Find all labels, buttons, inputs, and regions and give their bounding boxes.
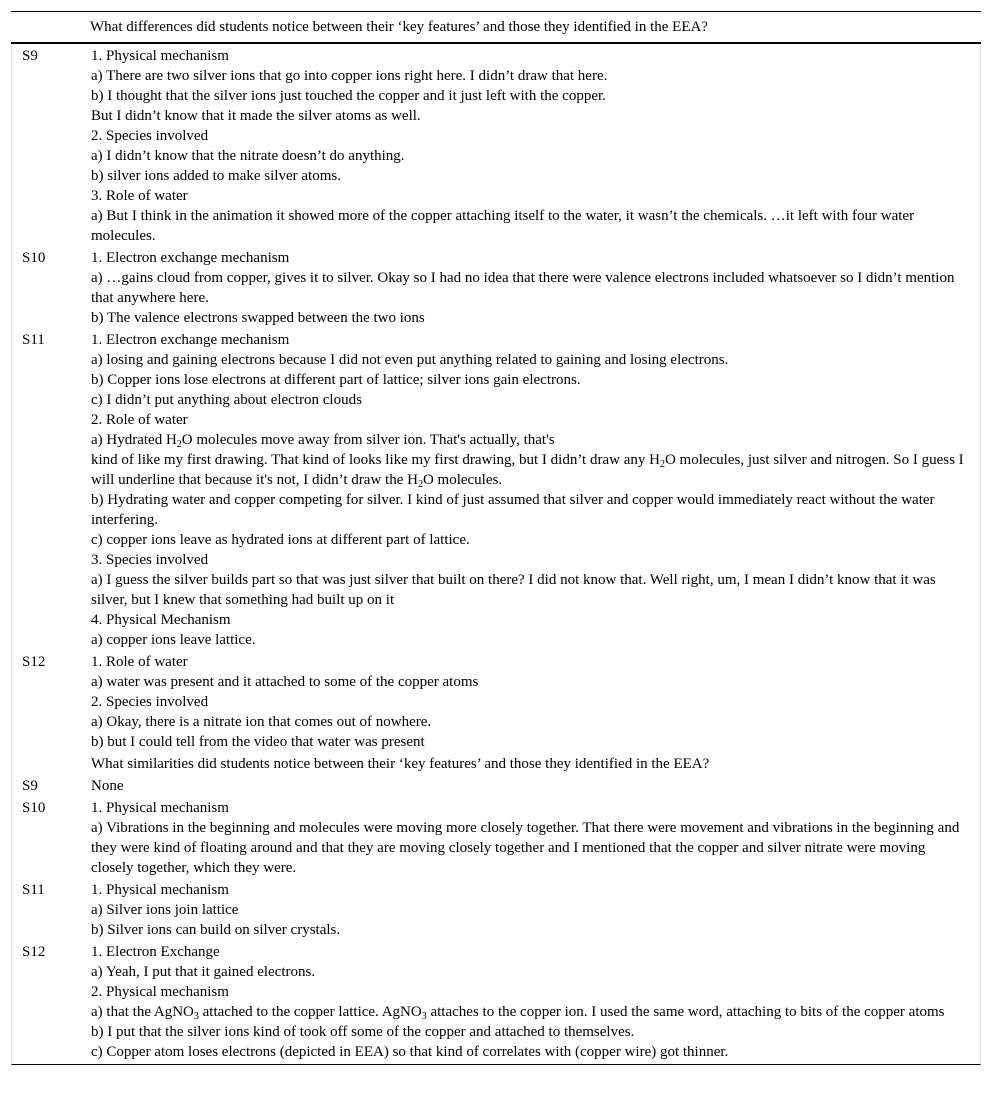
response-line: c) copper ions leave as hydrated ions at different part of lattice. (91, 532, 470, 548)
response-line: b) I thought that the silver ions just touched the copper and it just left with the copper. (91, 88, 606, 104)
student-id: S10 (22, 800, 46, 816)
table-row (12, 942, 980, 1062)
response-line: a) losing and gaining electrons because I did not even put anything related to gaining and losing electrons. (91, 352, 729, 368)
response-line: a) Vibrations in the beginning and molecules were moving more closely together. That there were movement and vibrations in the beginning and they were kind of floating around and that they are moving closely together and I mentioned that the copper and silver nitrate were moving closely together, which they were. (91, 820, 960, 876)
response-line: b) silver ions added to make silver atoms. (91, 168, 341, 184)
response-line: b) Copper ions lose electrons at different part of lattice; silver ions gain electrons. (91, 372, 581, 388)
response-line: 1. Electron exchange mechanism (91, 332, 290, 348)
response-text (91, 46, 971, 246)
response-line: b) I put that the silver ions kind of took off some of the copper and attached to themselves. (91, 1024, 635, 1040)
response-line: a) I didn’t know that the nitrate doesn’t do anything. (91, 148, 405, 164)
response-line: 2. Species involved (91, 128, 209, 144)
response-line: 3. Species involved (91, 552, 209, 568)
response-text (91, 880, 971, 940)
response-line: 2. Physical mechanism (91, 984, 229, 1000)
response-line: a) that the AgNO$_3$ attached to the copper lattice. AgNO$_3$ attaches to the copper ion. I used the same word, attaching to bits of the copper atoms (91, 1004, 945, 1022)
response-line: a) There are two silver ions that go into copper ions right here. I didn’t draw that here. (91, 68, 608, 84)
response-line: b) Silver ions can build on silver crystals. (91, 922, 341, 938)
student-id: S11 (22, 332, 45, 348)
response-text (91, 248, 971, 328)
response-line: None (91, 778, 124, 794)
table-row (12, 798, 980, 878)
response-line: a) Okay, there is a nitrate ion that comes out of nowhere. (91, 714, 432, 730)
response-text (91, 330, 971, 650)
response-line: a) Yeah, I put that it gained electrons. (91, 964, 316, 980)
student-id: S11 (22, 882, 45, 898)
similarities-question: What similarities did students notice between their ‘key features’ and those they identified in the EEA? (91, 756, 710, 772)
response-line: 1. Electron exchange mechanism (91, 250, 290, 266)
table-header (11, 11, 981, 44)
interview-table (11, 11, 981, 1065)
header-question: What differences did students notice between their ‘key features’ and those they identified in the EEA? (90, 19, 708, 35)
table-row (12, 652, 980, 752)
response-text (91, 942, 971, 1062)
student-id: S9 (22, 778, 38, 794)
response-line: 2. Role of water (91, 412, 188, 428)
response-line: a) Hydrated $H_2O$ molecules move away from silver ion. That's actually, that's (91, 432, 555, 450)
response-line: c) Copper atom loses electrons (depicted in EEA) so that kind of correlates with (copper wire) got thinner. (91, 1044, 729, 1060)
response-line: b) The valence electrons swapped between the two ions (91, 310, 425, 326)
response-text (91, 776, 971, 796)
response-line: a) I guess the silver builds part so that was just silver that built on there? I did not know that. Well right, um, I mean I didn’t know that it was silver, but I knew that something had built up on it (91, 572, 936, 608)
response-line: kind of like my first drawing. That kind of looks like my first drawing, but I didn’t draw any $H_2O$ molecules, just silver and nitrogen. So I guess I will underline that because it's not, I didn’t draw the $H_2O$ molecules. (91, 452, 964, 490)
student-id: S12 (22, 654, 46, 670)
student-id: S12 (22, 944, 46, 960)
table-row (12, 46, 980, 246)
response-line: b) Hydrating water and copper competing for silver. I kind of just assumed that silver and copper would immediately react without the water interfering. (91, 492, 935, 528)
response-line: b) but I could tell from the video that water was present (91, 734, 425, 750)
response-line: 1. Role of water (91, 654, 188, 670)
response-line: a) copper ions leave lattice. (91, 632, 256, 648)
response-line: 2. Species involved (91, 694, 209, 710)
response-line: 1. Electron Exchange (91, 944, 220, 960)
student-id: S9 (22, 48, 38, 64)
response-line: c) I didn’t put anything about electron clouds (91, 392, 362, 408)
response-line: 3. Role of water (91, 188, 188, 204)
response-line: 1. Physical mechanism (91, 882, 229, 898)
response-line: a) But I think in the animation it showed more of the copper attaching itself to the water, it wasn’t the chemicals. …it left with four water molecules. (91, 208, 915, 244)
response-text (91, 798, 971, 878)
response-line: 1. Physical mechanism (91, 800, 229, 816)
table-row (12, 248, 980, 328)
response-line: a) …gains cloud from copper, gives it to silver. Okay so I had no idea that there were valence electrons included whatsoever so I didn’t mention that anywhere here. (91, 270, 955, 306)
response-line: 1. Physical mechanism (91, 48, 229, 64)
table-row (12, 330, 980, 650)
table-row (12, 880, 980, 940)
response-line: a) water was present and it attached to some of the copper atoms (91, 674, 479, 690)
response-text (91, 652, 971, 752)
response-line: a) Silver ions join lattice (91, 902, 239, 918)
response-line: But I didn’t know that it made the silver atoms as well. (91, 108, 421, 124)
student-id: S10 (22, 250, 46, 266)
table-body (11, 46, 981, 1065)
table-row (12, 776, 980, 796)
response-line: 4. Physical Mechanism (91, 612, 231, 628)
